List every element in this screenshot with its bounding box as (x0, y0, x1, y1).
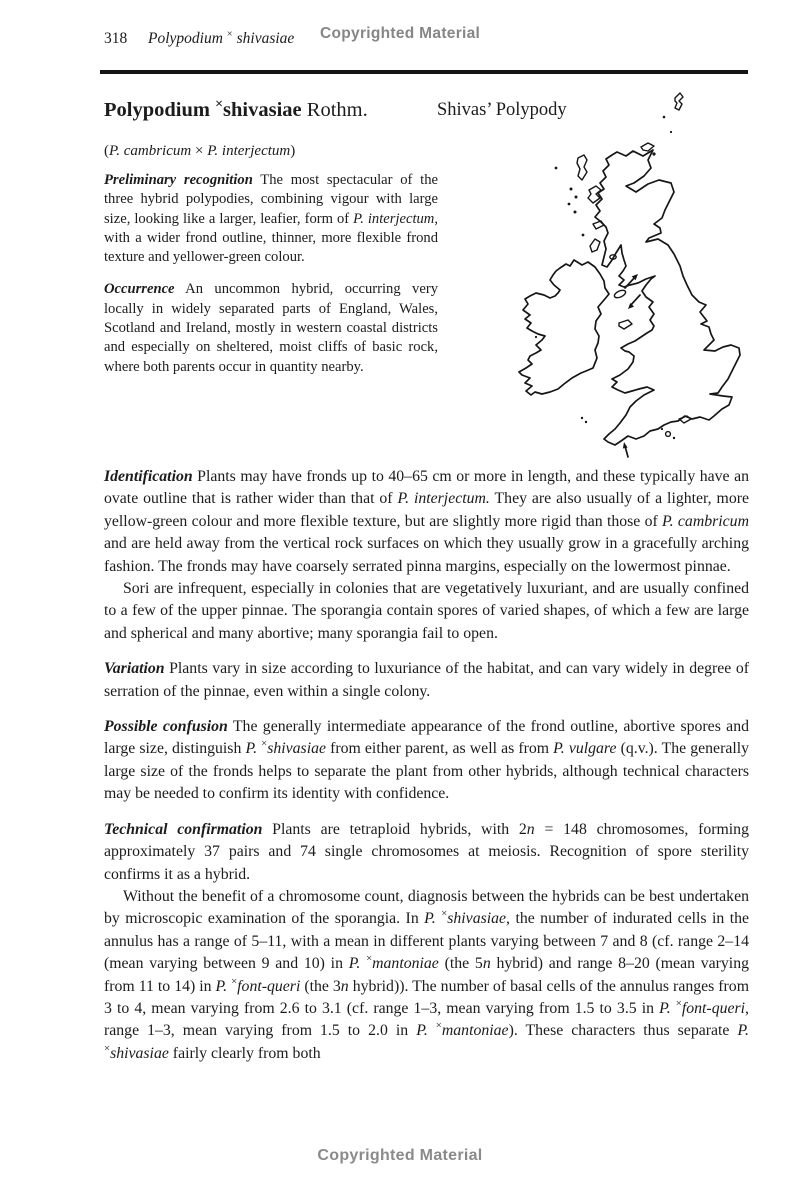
map-islet-dot (568, 203, 571, 206)
occurrence-paragraph: Occurrence An uncommon hybrid, occurring very locally in widely separated parts of England, Wales, Scotland and Ireland, mostly in western coastal districts and especially on sheltered, moist cliffs of basic rock, where both parents occur in quantity nearby. (104, 281, 438, 375)
map-islay (590, 239, 600, 252)
running-title: Polypodium × shivasiae (148, 28, 295, 47)
technical-confirmation-paragraph: Technical confirmation Plants are tetraploid hybrids, with 2n = 148 chromosomes, forming approximately 37 pairs and 74 single chromosomes at meiosis. Recognition of spore sterility confirms it as a hybrid. (104, 820, 749, 883)
divider-rule (100, 70, 748, 74)
distribution-arrow-nw-wales (628, 295, 640, 309)
identification-paragraph: Identification Plants may have fronds up to 40–65 cm or more in length, and these typically have an ovate outline that is rather wider than that of P. interjectum. They are also usually of a lighter, more yellow-green colour and more flexible texture, but are slightly more rigid than those of P. cambricum and are held away from the vertical rock surfaces on which they usually grow in a gracefully arching fashion. The fronds may have coarsely serrated pinna margins, especially on the lowermost pinnae. (104, 468, 749, 575)
map-isle-of-man (613, 289, 626, 300)
map-shetland (675, 93, 683, 110)
map-islet-dot (663, 116, 666, 119)
map-islet-dot (661, 428, 663, 430)
distribution-arrow-sw-england (623, 442, 628, 457)
map-islet-dot (582, 234, 585, 237)
map-islet-dot (652, 152, 655, 155)
map-islet-dot (574, 211, 577, 214)
map-islet-dot (575, 196, 578, 199)
map-islet-dot (570, 188, 573, 191)
map-islet-dot (585, 421, 587, 423)
watermark-bottom: Copyrighted Material (317, 1147, 483, 1164)
map-ireland (519, 260, 609, 395)
map-islet-dot (670, 131, 672, 133)
map-anglesey (619, 320, 632, 329)
map-islet-dot (535, 336, 537, 338)
variation-paragraph: Variation Plants vary in size according to luxuriance of the habitat, and can vary widely in degree of serration of the pinnae, even within a single colony. (104, 660, 749, 700)
map-islet-dot (555, 167, 558, 170)
main-text-block (104, 466, 749, 1065)
map-channel-island (666, 432, 671, 437)
species-title: Polypodium ×shivasiae Rothm. (104, 97, 368, 121)
preliminary-recognition-paragraph: Preliminary recognition The most spectacular of the three hybrid polypodies, combining vigour with large size, looking like a larger, leafier, form of P. interjectum, with a wider frond outline, thinner, more flexible frond texture and yellower-green colour. (104, 172, 438, 266)
possible-confusion-paragraph: Possible confusion The generally intermediate appearance of the frond outline, abortive spores and large size, distinguish P. ×shivasiae from either parent, as well as from P. vulgare (q.v.). The generally large size of the fronds helps to separate the plant from other hybrids, although technical characters may be needed to confirm its identity with confidence. (104, 718, 750, 803)
common-name: Shivas’ Polypody (437, 100, 567, 120)
map-lewis (577, 155, 587, 180)
map-islet-dot (581, 417, 583, 419)
british-isles-map (478, 88, 790, 460)
left-column (104, 171, 438, 377)
parentage-formula: (P. cambricum × P. interjectum) (104, 143, 296, 159)
sori-paragraph: Sori are infrequent, especially in colonies that are vegetatively luxuriant, and are usually confined to a few of the upper pinnae. The sporangia contain spores of varied shapes, of which a few are large and spherical and many abortive; many sporangia fail to open. (104, 580, 749, 642)
distribution-map (478, 88, 790, 460)
watermark-top: Copyrighted Material (320, 25, 481, 42)
technical-continuation-paragraph: Without the benefit of a chromosome count, diagnosis between the hybrids can be best undertaken by microscopic examination of the sporangia. In P. ×shivasiae, the number of indurated cells in the annulus has a range of 5–11, with a mean in different plants varying between 7 and 8 (cf. range 2–14 (mean varying between 9 and 10) in P. ×mantoniae (the 5n hybrid) and range 8–20 (mean varying from 11 to 14) in P. ×font-queri (the 3n hybrid)). The number of basal cells of the annulus ranges from 3 to 4, mean varying from 2.6 to 3.1 (cf. range 1–3, mean varying from 1.5 to 3.5 in P. ×font-queri, range 1–3, mean varying from 1.5 to 2.0 in P. ×mantoniae). These characters thus separate P. ×shivasiae fairly clearly from both (104, 887, 749, 1062)
distribution-arrow-sw-scotland (625, 274, 638, 288)
map-islet-dot (673, 437, 675, 439)
map-mull (593, 221, 604, 229)
page-number: 318 (104, 30, 128, 47)
